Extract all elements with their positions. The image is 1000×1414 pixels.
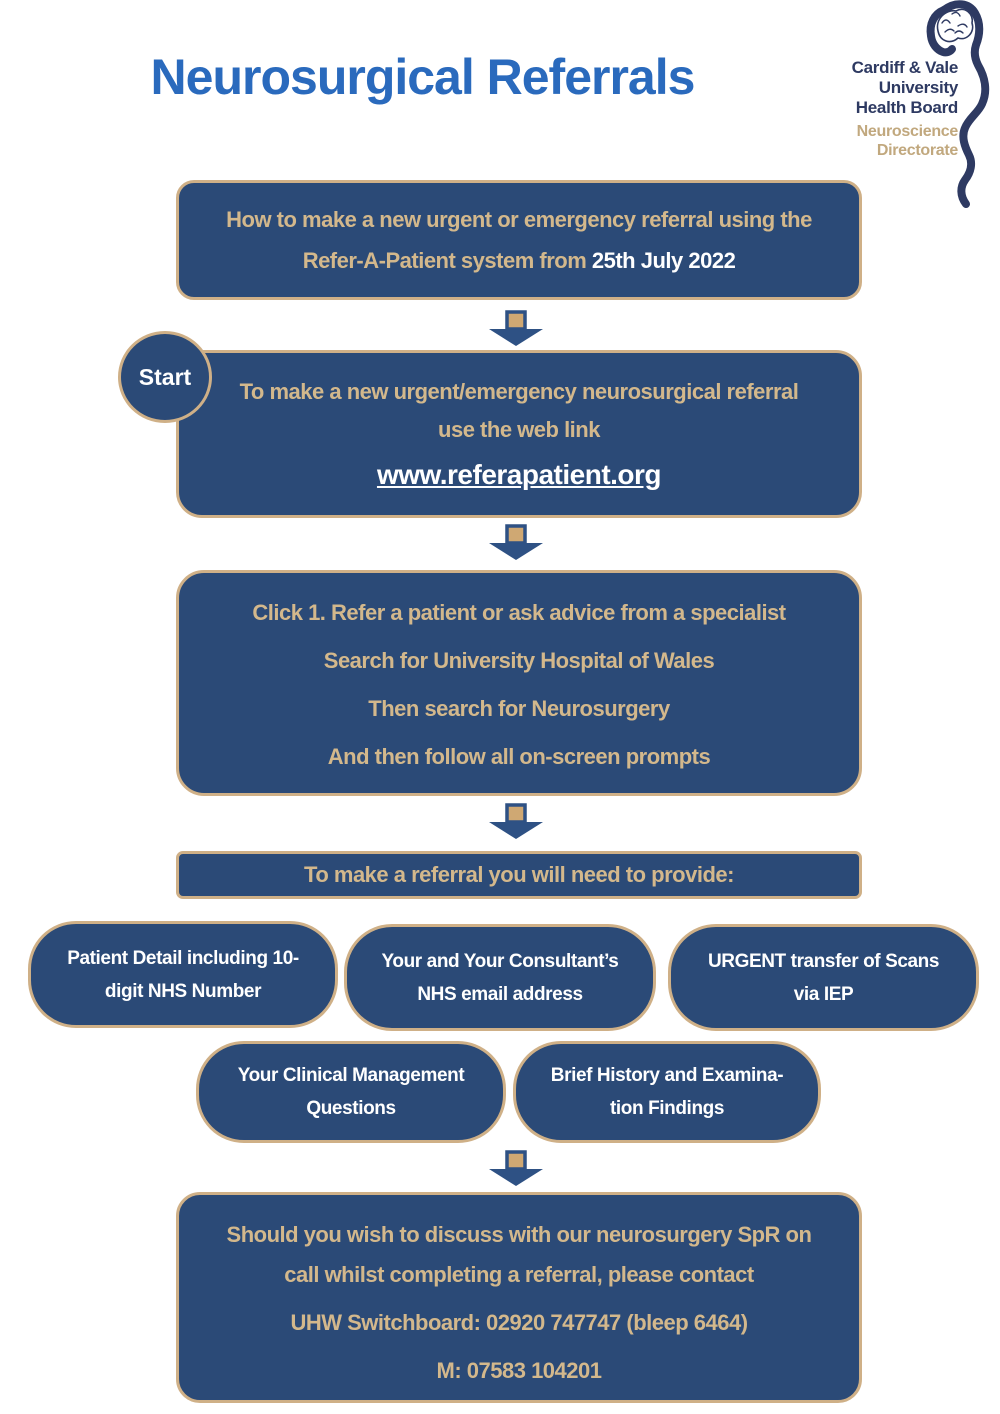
pill-line: Patient Detail including 10-: [67, 947, 299, 969]
pill-line: Your and Your Consultant’s: [381, 950, 619, 972]
contact-line: Should you wish to discuss with our neurosurgery SpR on: [226, 1222, 812, 1247]
intro-box: [176, 180, 862, 300]
down-arrow-icon: [486, 524, 546, 562]
instruction-step: And then follow all on-screen prompts: [327, 744, 711, 769]
weblink-line-1: To make a new urgent/emergency neurosurgical referral: [239, 379, 799, 404]
instructions-box: [176, 570, 862, 796]
pill-line: URGENT transfer of Scans: [707, 950, 940, 972]
pill-line: Your Clinical Management: [237, 1065, 465, 1086]
logo-org-line: University: [878, 78, 958, 97]
requirement-pill-scans: [668, 924, 979, 1031]
referapatient-link[interactable]: www.referapatient.org: [376, 459, 662, 490]
down-arrow-icon: [486, 1150, 546, 1188]
logo-org-line: Health Board: [855, 98, 958, 117]
intro-line-2-prefix: Refer-A-Patient system from: [302, 248, 592, 273]
contact-line: call whilst completing a referral, please contact: [284, 1262, 754, 1287]
pill-line: via IEP: [793, 983, 854, 1005]
start-label: Start: [138, 363, 192, 390]
logo-dept-line: Directorate: [876, 142, 958, 159]
requirement-pill-nhs-number: [28, 921, 338, 1028]
intro-line-1: How to make a new urgent or emergency referral using the: [226, 207, 812, 232]
logo-org-line: Cardiff & Vale: [851, 58, 958, 77]
instruction-step: Then search for Neurosurgery: [368, 696, 670, 721]
down-arrow-icon: [486, 803, 546, 841]
instruction-step: Search for University Hospital of Wales: [323, 648, 715, 673]
provide-header-label: To make a referral you will need to provide:: [304, 862, 734, 887]
page-title: Neurosurgical Referrals: [150, 49, 695, 105]
logo-dept-line: Neuroscience: [856, 123, 958, 140]
contact-box: [176, 1192, 862, 1403]
requirement-pill-history: [513, 1041, 821, 1143]
pill-line: Questions: [306, 1098, 396, 1119]
mobile-number: M: 07583 104201: [436, 1358, 602, 1383]
health-board-logo: [832, 0, 1000, 212]
pill-line: tion Findings: [609, 1098, 725, 1119]
weblink-line-2: use the web link: [438, 417, 600, 442]
pill-line: Brief History and Examina-: [550, 1065, 784, 1086]
start-node: [118, 331, 212, 423]
requirement-pill-email: [344, 924, 656, 1031]
pill-line: NHS email address: [417, 983, 583, 1005]
intro-line-2: [179, 240, 859, 281]
down-arrow-icon: [486, 310, 546, 348]
weblink-box: [176, 350, 862, 518]
provide-header-bar: [176, 851, 862, 899]
go-live-date: 25th July 2022: [591, 248, 736, 273]
switchboard-number: UHW Switchboard: 02920 747747 (bleep 6464): [290, 1310, 748, 1335]
pill-line: digit NHS Number: [104, 980, 262, 1002]
head-brain-icon: [908, 0, 1000, 212]
requirement-pill-questions: [196, 1041, 506, 1143]
instruction-step: Click 1. Refer a patient or ask advice from a specialist: [252, 600, 786, 625]
